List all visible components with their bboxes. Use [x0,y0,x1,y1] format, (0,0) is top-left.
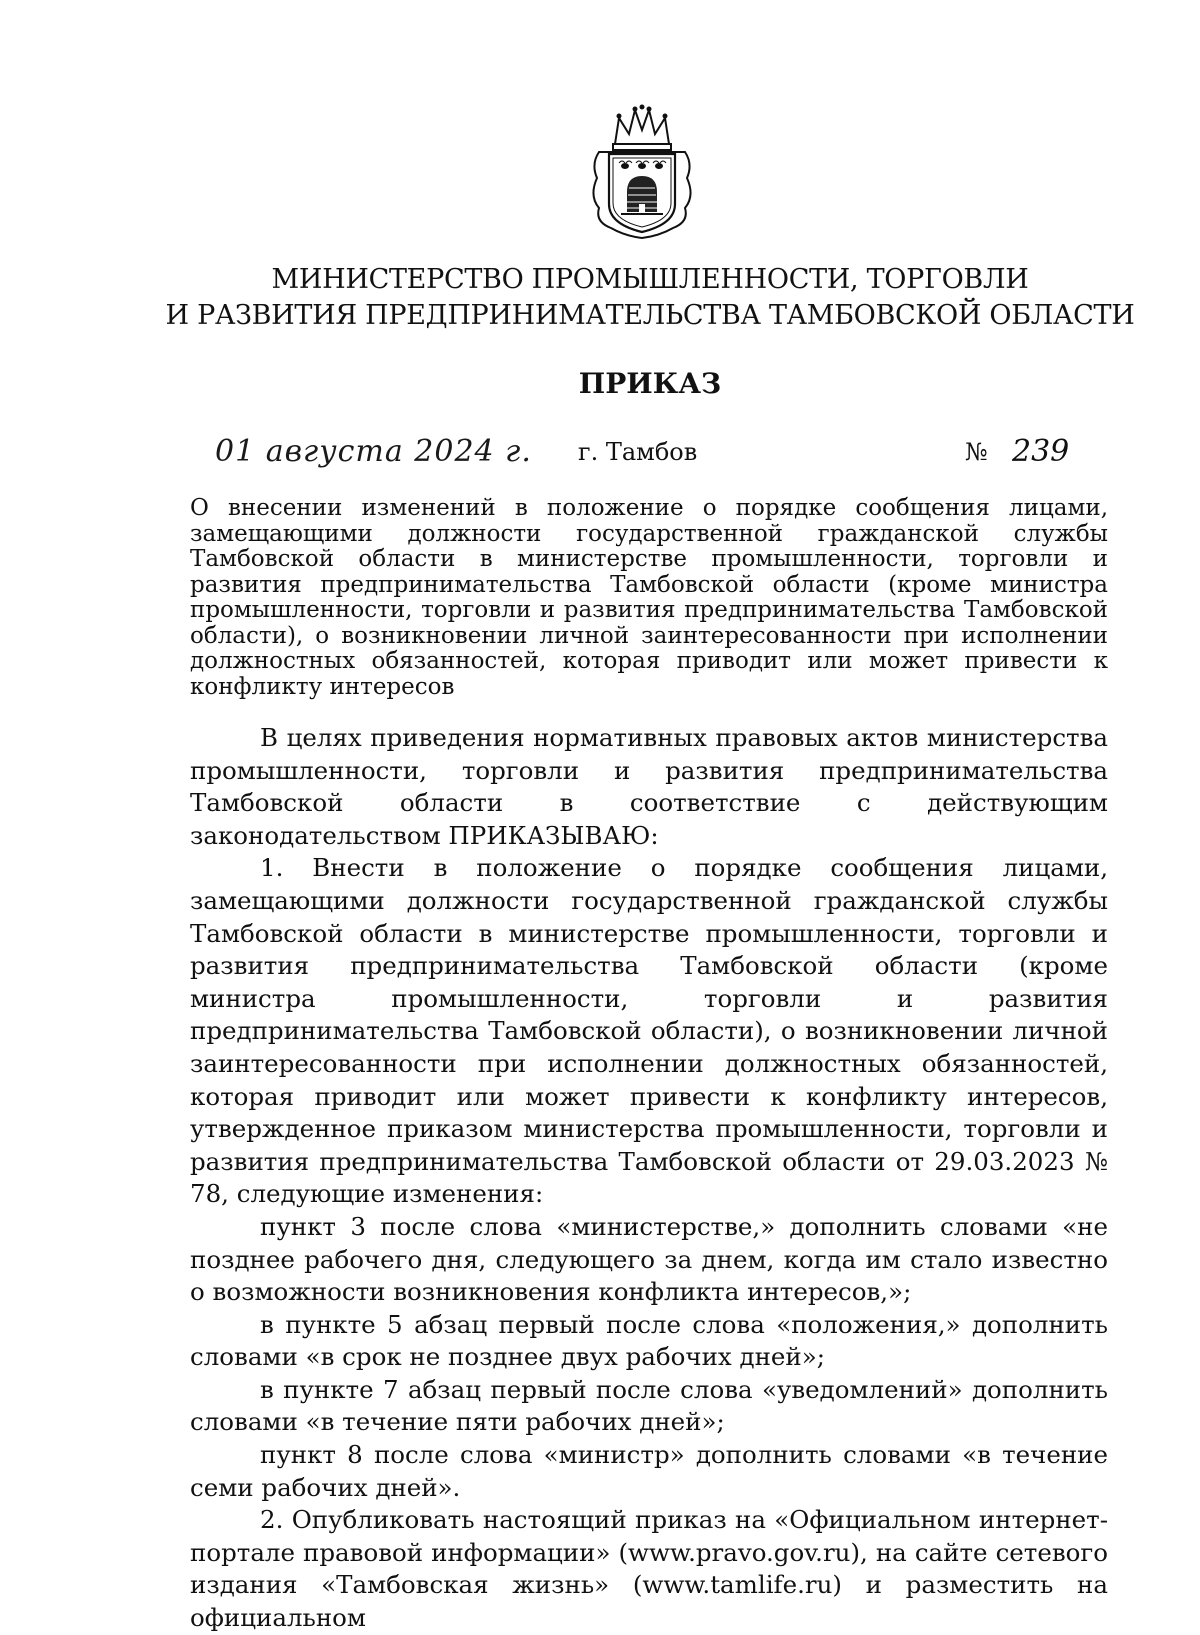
body-paragraph-change-2: в пункте 5 абзац первый после слова «положения,» дополнить словами «в срок не позднее двух рабочих дней»; [190,1309,1108,1372]
ministry-name [150,262,1150,334]
body-paragraph-item-2: 2. Опубликовать настоящий приказ на «Официальном интернет-портале правовой информации» (www.pravo.gov.ru), на сайте сетевого издания «Тамбовская жизнь» (www.tamlife.ru) и разместить на официальном [190,1505,1108,1633]
ministry-name-line2: И РАЗВИТИЯ ПРЕДПРИНИМАТЕЛЬСТВА ТАМБОВСКОЙ ОБЛАСТИ [165,300,1135,331]
body-paragraph-change-4: пункт 8 после слова «министр» дополнить словами «в течение семи рабочих дней». [190,1440,1108,1502]
document-body [190,722,1108,1635]
document-type-title: ПРИКАЗ [578,367,722,400]
document-subject: О внесении изменений в положение о порядке сообщения лицами, замещающими должности государственной гражданской службы Тамбовской области в министерстве промышленности, торговли и развития предпринимательства Тамбовской области (кроме министра промышленности, торговли и развития предпринимательства Тамбовской области), о возникновении личной заинтересованности при исполнении должностных обязанностей, которая приводит или может привести к конфликту интересов [190,495,1108,700]
body-paragraph-change-1: пункт 3 после слова «министерстве,» дополнить словами «не позднее рабочего дня, следующего за днем, когда им стало известно о возможности возникновения конфликта интересов,»; [190,1211,1108,1307]
ministry-name-line1: МИНИСТЕРСТВО ПРОМЫШЛЕННОСТИ, ТОРГОВЛИ [271,264,1029,295]
handwritten-date: 01 августа 2024 г. [215,434,532,469]
body-paragraph-item-1: 1. Внести в положение о порядке сообщения лицами, замещающими должности государственной гражданской службы Тамбовской области в министерстве промышленности, торговли и развития предпринимательства Тамбовской области (кроме министра промышленности, торговли и развития предпринимательства Тамбовской области), о возникновении личной заинтересованности при исполнении должностных обязанностей, которая приводит или может привести к конфликту интересов, утвержденное приказом министерства промышленности, торговли и развития предпринимательства Тамбовской области от 29.03.2023 № 78, следующие изменения: [190,853,1108,1209]
number-label: № [965,438,988,466]
handwritten-number: 239 [1012,434,1070,469]
body-paragraph-change-3: в пункте 7 абзац первый после слова «уведомлений» дополнить словами «в течение пяти рабочих дней»; [190,1374,1108,1437]
document-meta-row [0,432,1200,472]
body-paragraph-preamble: В целях приведения нормативных правовых актов министерства промышленности, торговли и развития предпринимательства Тамбовской области в соответствие с действующим законодательством ПРИКАЗЫВАЮ: [190,723,1108,850]
tambov-coat-of-arms-icon [585,104,699,240]
city-label: г. Тамбов [578,438,698,466]
